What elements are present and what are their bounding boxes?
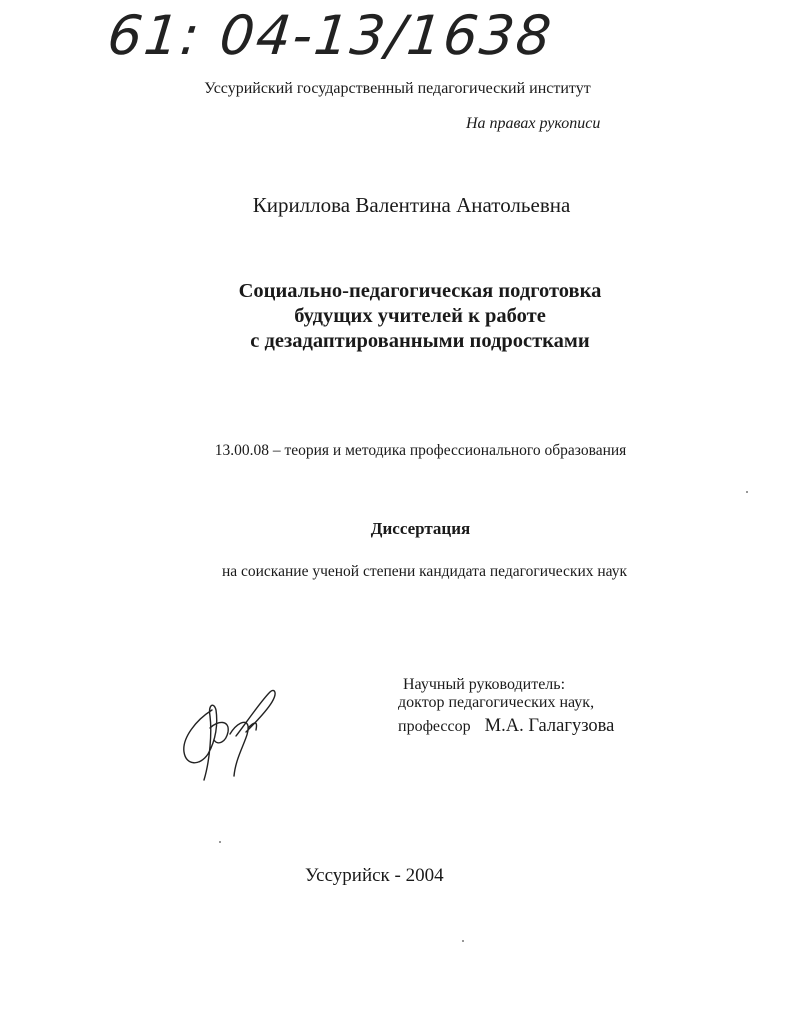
city-year: Уссурийск - 2004 — [305, 865, 444, 886]
scan-speck — [219, 841, 221, 843]
institute-name: Уссурийский государственный педагогический институт — [204, 80, 591, 97]
title-line-3: с дезадаптированными подростками — [250, 330, 590, 352]
dissertation-title — [200, 279, 640, 354]
specialty-code: 13.00.08 – теория и методика профессионального образования — [214, 442, 627, 459]
title-line-1: Социально-педагогическая подготовка — [238, 280, 602, 302]
document-kind: Диссертация — [370, 519, 471, 538]
handwritten-signature-icon — [174, 680, 284, 790]
degree-statement: на соискание ученой степени кандидата педагогических наук — [221, 563, 628, 580]
scan-speck — [462, 940, 464, 942]
catalog-number: 61: 04-13/1638 — [104, 4, 556, 67]
supervisor-degree: доктор педагогических наук, — [398, 694, 595, 711]
author-name: Кириллова Валентина Анатольевна — [252, 193, 571, 217]
rights-note: На правах рукописи — [466, 115, 601, 132]
supervisor-rank: профессор — [398, 718, 471, 735]
title-line-2: будущих учителей к работе — [294, 305, 546, 327]
supervisor-label: Научный руководитель: — [403, 676, 566, 693]
supervisor-line — [398, 716, 614, 737]
scan-speck — [746, 491, 748, 493]
supervisor-name: М.А. Галагузова — [484, 716, 615, 736]
